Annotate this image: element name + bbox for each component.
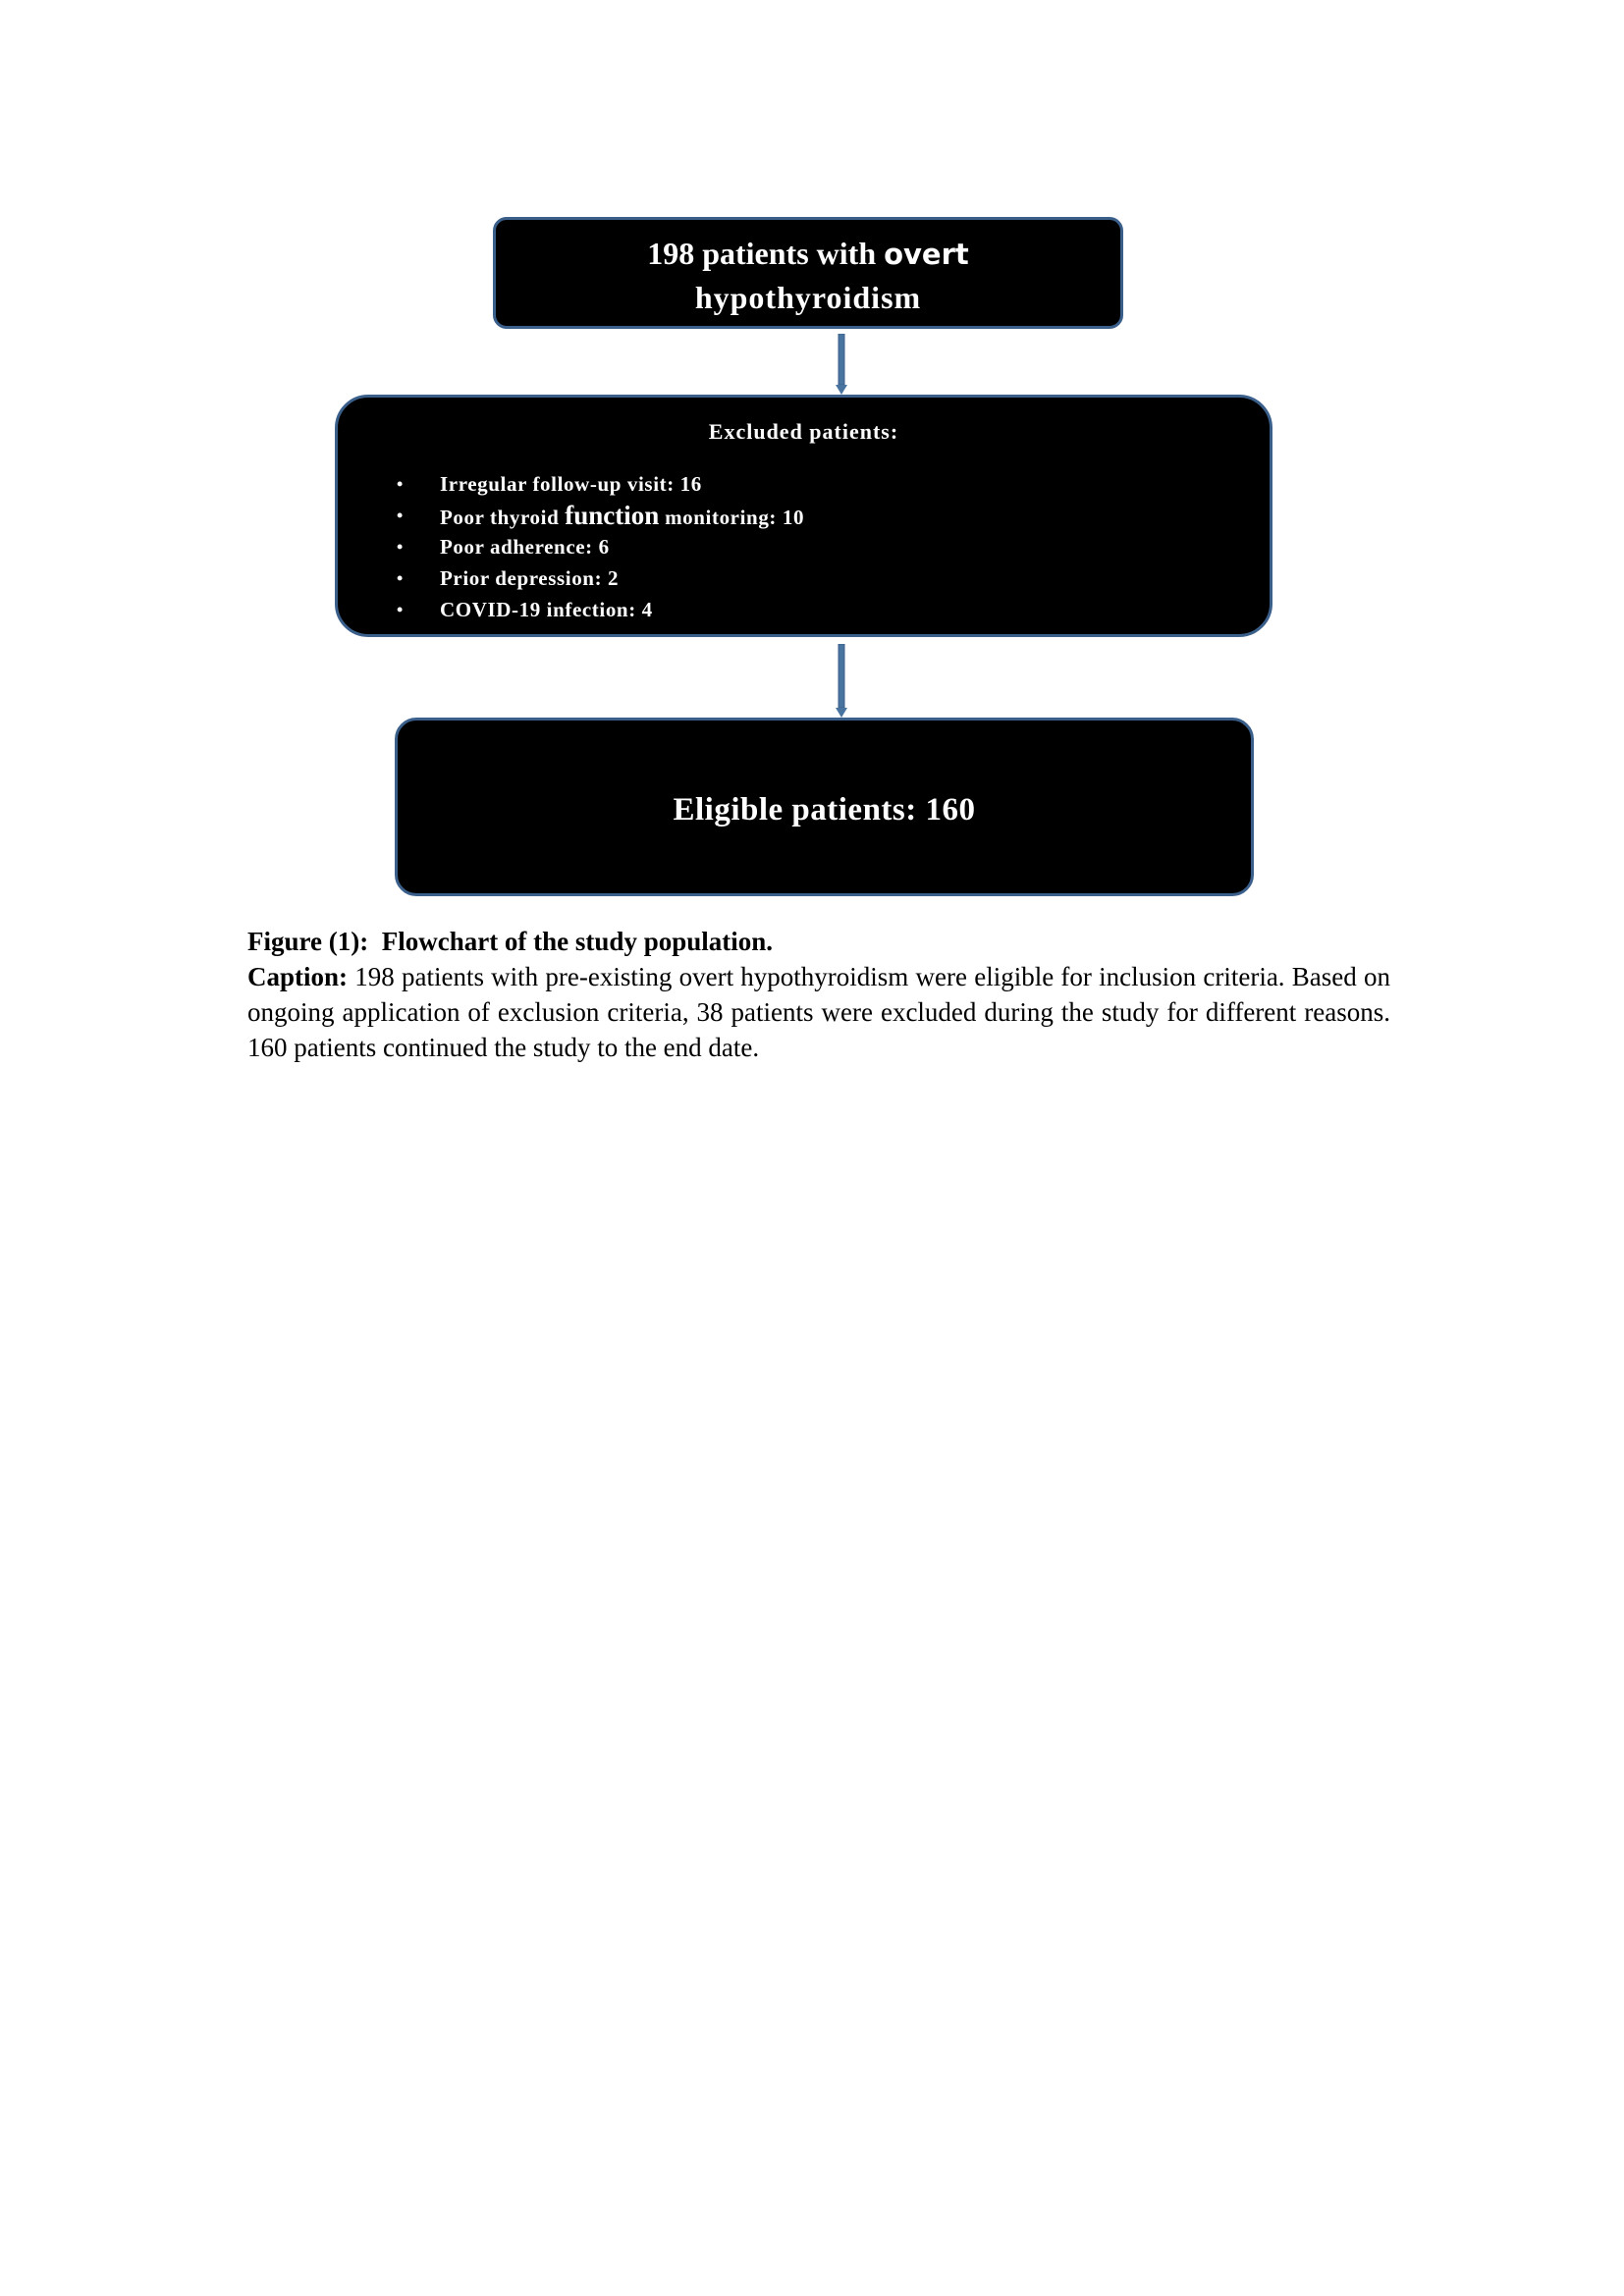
bullet-icon: • [397, 474, 404, 494]
excluded-item-text: COVID-19 infection: 4 [440, 598, 653, 621]
excluded-item-poor-adherence [397, 531, 804, 562]
excluded-item-text: Poor adherence: 6 [440, 535, 610, 559]
bullet-icon: • [397, 600, 404, 619]
caption-label: Caption: [247, 962, 349, 991]
down-arrow-icon [833, 334, 850, 395]
bullet-icon: • [397, 506, 404, 525]
bullet-icon: • [397, 568, 404, 588]
cohort-prefix: 198 patients with [647, 236, 885, 271]
excluded-list [397, 468, 804, 625]
excluded-item-irregular-follow-up [397, 468, 804, 500]
cohort-box [493, 217, 1123, 329]
eligible-box: Eligible patients: 160 [395, 718, 1254, 896]
excluded-item-poor-monitoring [397, 500, 804, 531]
caption-body: 198 patients with pre-existing overt hypothyroidism were eligible for inclusion criteria. Based on ongoing application of exclusion criteria, 38 patients were excluded during the study for different reasons. 160 patients continued the study to the end date. [247, 962, 1390, 1062]
cohort-line-2: hypothyroidism [694, 280, 922, 315]
excluded-item-text: Poor thyroid [440, 506, 566, 529]
bullet-icon: • [397, 537, 404, 557]
down-arrow-icon [833, 644, 850, 718]
excluded-item-text: Irregular follow-up visit: 16 [440, 472, 702, 496]
excluded-item-prior-depression [397, 562, 804, 594]
cohort-emphasis: overt [884, 238, 969, 271]
excluded-item-covid-infection [397, 594, 804, 625]
excluded-heading: Excluded patients: [708, 419, 899, 444]
figure-title: Figure (1): Flowchart of the study population. [247, 927, 774, 956]
figure-caption [247, 924, 1390, 1065]
excluded-item-text: Prior depression: 2 [440, 566, 620, 590]
excluded-item-text-suffix: monitoring: 10 [659, 506, 805, 529]
caption-paragraph [247, 959, 1390, 1065]
cohort-line-1 [496, 232, 1120, 276]
excluded-box [335, 395, 1272, 637]
excluded-item-text-large: function [565, 501, 660, 530]
